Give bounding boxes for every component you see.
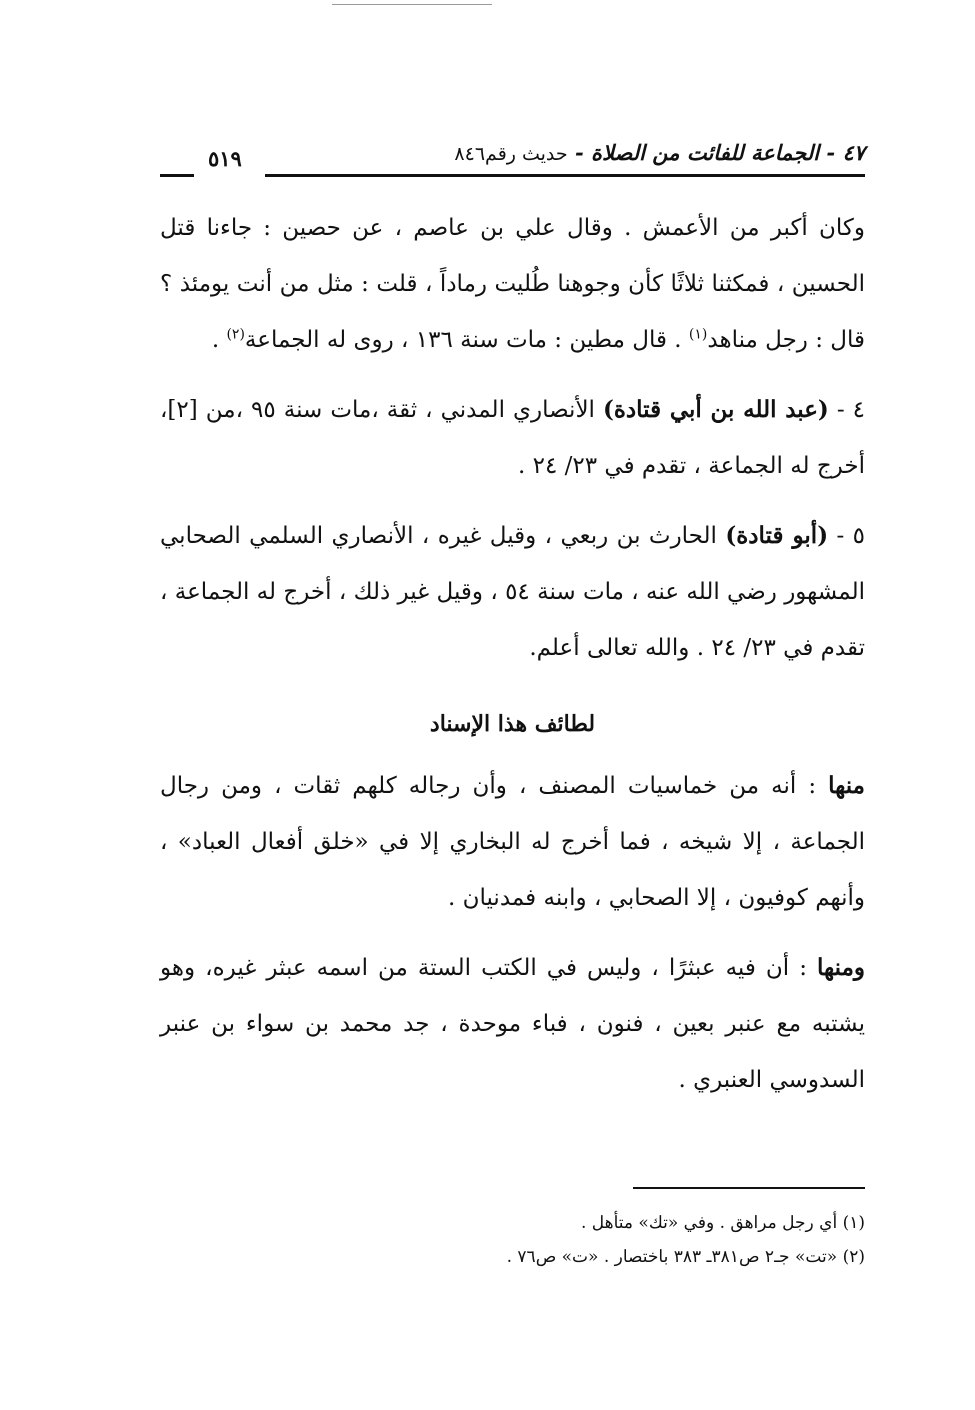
page-header xyxy=(160,140,865,182)
footnote-2: (٢) «تت» جـ٢ ص٣٨١ـ ٣٨٣ باختصار . «ت» ص٧٦ . xyxy=(506,1247,865,1267)
page-number: ٥١٩ xyxy=(208,146,242,171)
paragraph-narration: وكان أكبر من الأعمش . وقال علي بن عاصم ، عن حصين : جاءنا قتل الحسين ، فمكثنا ثلاثًا كأن وجوهنا طُليت رماداً ، قلت : مثل من أنت يومئذ ؟ قال : رجل مناهد$^{(١)}$ . قال مطين : مات سنة ١٣٦ ، روى له الجماعة$^{(٢)}$ . xyxy=(160,215,865,353)
paragraph-lataif-1: منها : أنه من خماسيات المصنف ، وأن رجاله كلهم ثقات ، ومن رجال الجماعة ، إلا شيخه ، فما أخرج له البخاري إلا في «خلق أفعال العباد» ، وأنهم كوفيون ، إلا الصحابي ، وابنه فمدنيان . xyxy=(160,772,865,911)
main-text xyxy=(160,200,865,1122)
narrator-name: (عبد الله بن أبي قتادة) xyxy=(602,396,829,423)
footnote-rule xyxy=(633,1187,865,1189)
scan-artifact-line xyxy=(332,4,492,5)
lataif-lead: منها xyxy=(828,772,865,799)
running-head xyxy=(454,140,865,165)
footnote-1: (١) أي رجل مراهق . وفي «تك» متأهل . xyxy=(580,1213,865,1233)
hadith-reference: حديث رقم٨٤٦ xyxy=(454,143,568,165)
narrator-name: (أبو قتادة) xyxy=(725,522,829,549)
paragraph-narrator-4: ٤ - (عبد الله بن أبي قتادة) الأنصاري المدني ، ثقة ،مات سنة ٩٥ ،من [٢]، أخرج له الجماعة ، تقدم في ٢٣/ ٢٤ . xyxy=(160,396,865,479)
header-rule xyxy=(265,174,865,177)
page-number-dash xyxy=(160,174,194,177)
footnote-marker-1: (١) xyxy=(688,326,708,343)
paragraph-narrator-5: ٥ - (أبو قتادة) الحارث بن ربعي ، وقيل غيره ، الأنصاري السلمي الصحابي المشهور رضي الله عنه ، مات سنة ٥٤ ، وقيل غير ذلك ، أخرج له الجماعة ، تقدم في ٢٣/ ٢٤ . والله تعالى أعلم. xyxy=(160,522,865,661)
chapter-title: ٤٧ - الجماعة للفائت من الصلاة - xyxy=(574,140,865,165)
paragraph-lataif-2: ومنها : أن فيه عبثرًا ، وليس في الكتب الستة من اسمه عبثر غيره، وهو يشتبه مع عنبر بعين ، فنون ، فباء موحدة ، جد محمد بن سواء بن عنبر السدوسي العنبري . xyxy=(160,954,865,1093)
section-heading: لطائف هذا الإسناد xyxy=(429,711,596,737)
lataif-lead: ومنها xyxy=(817,954,865,981)
footnote-marker-2: (٢) xyxy=(226,326,245,343)
footnotes xyxy=(265,1206,865,1274)
